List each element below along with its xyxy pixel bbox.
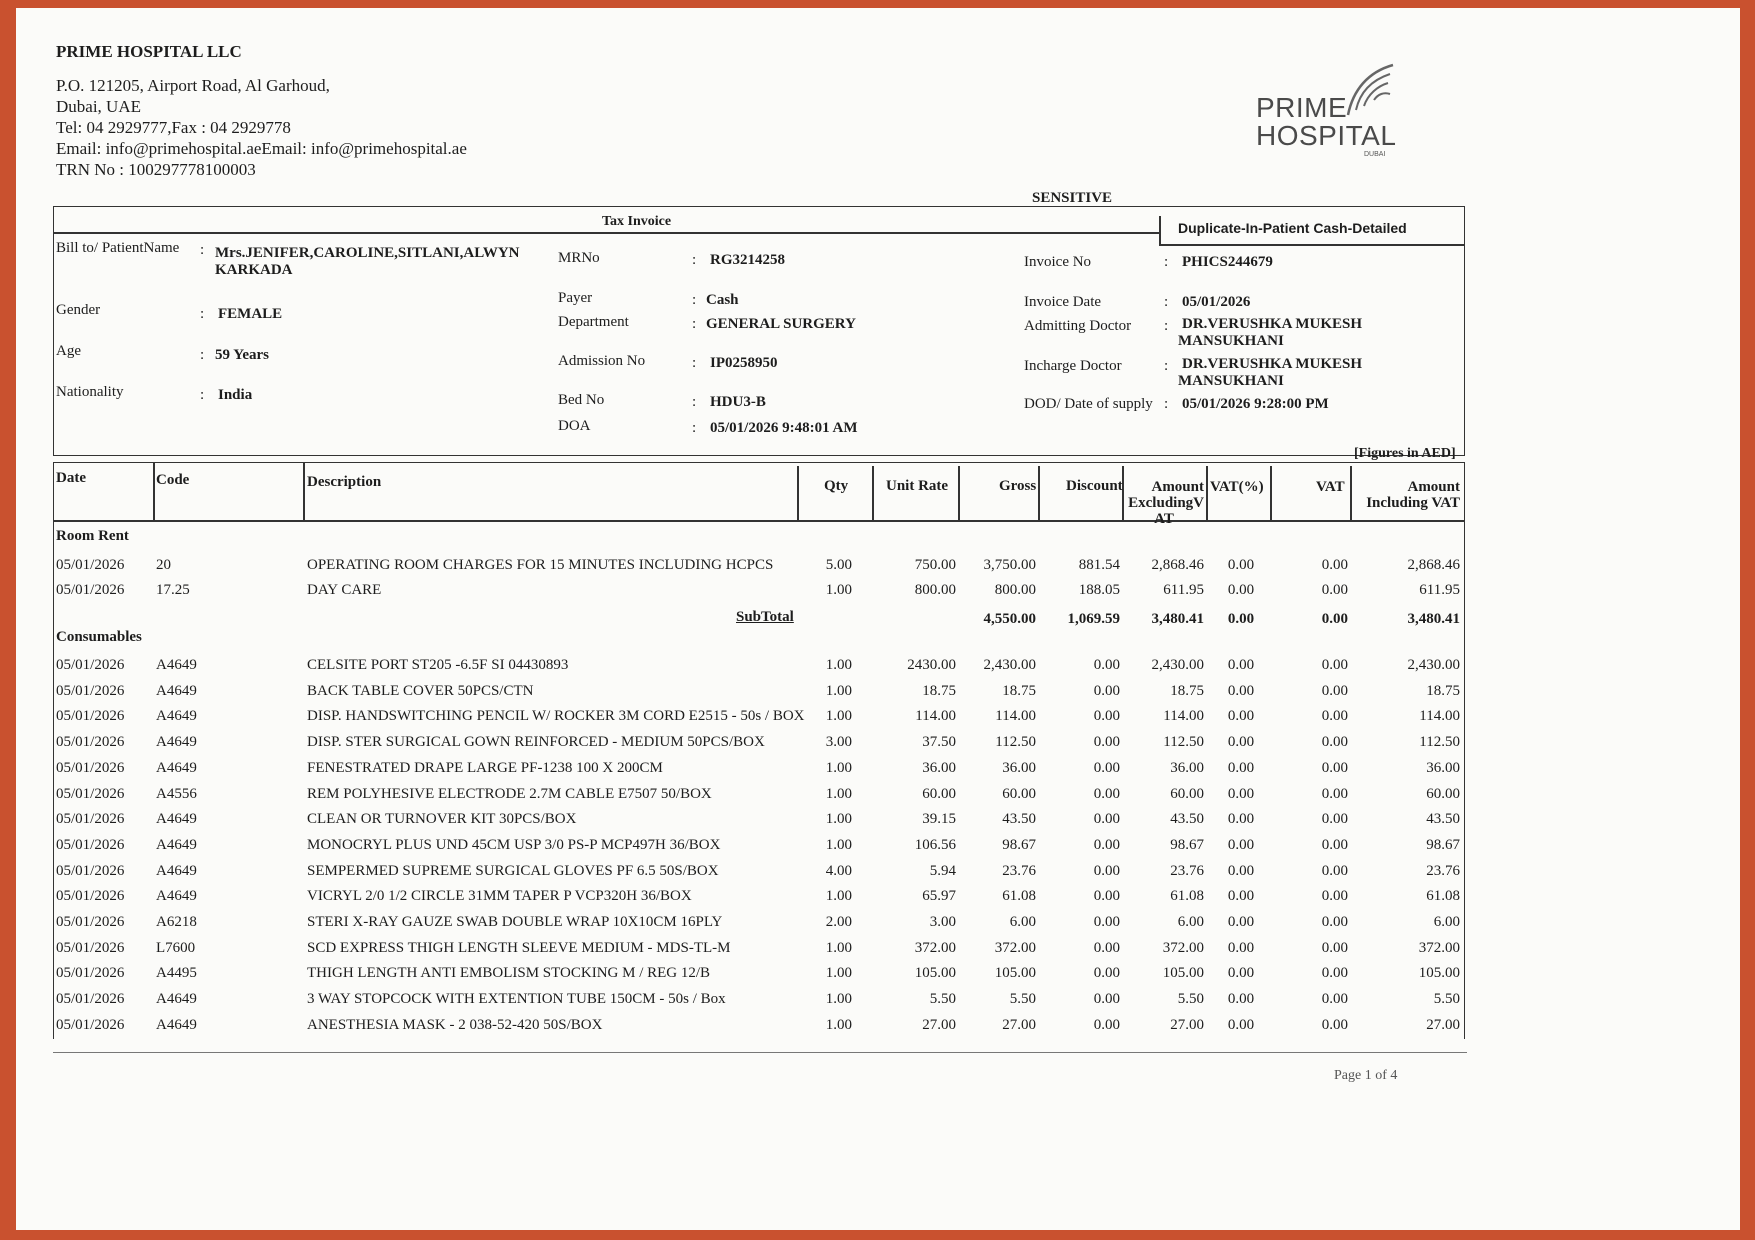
cell-code: A4556 (156, 786, 197, 802)
cell-amt: 114.00 (1163, 708, 1204, 724)
cell-vat: 0.00 (1321, 940, 1348, 956)
cell-vatp: 0.00 (1227, 965, 1255, 981)
cell-total: 23.76 (1426, 863, 1460, 879)
cell-gross: 112.50 (995, 734, 1036, 750)
cell-rate: 750.00 (914, 557, 956, 573)
cell-date: 05/01/2026 (56, 708, 125, 724)
cell-desc: CELSITE PORT ST205 -6.5F SI 04430893 (307, 657, 569, 673)
logo-word-hospital: HOSPITAL (1256, 120, 1397, 151)
col-qty: Qty (824, 478, 849, 494)
cell-vatp: 0.00 (1227, 708, 1255, 724)
hospital-logo (1256, 60, 1406, 160)
cell-vat: 0.00 (1321, 582, 1348, 598)
cell-total: 105.00 (1418, 965, 1460, 981)
cell-desc: VICRYL 2/0 1/2 CIRCLE 31MM TAPER P VCP320H 36/BOX (307, 888, 692, 904)
cell-gross: 43.50 (1002, 811, 1036, 827)
cell-total: 6.00 (1433, 914, 1460, 930)
cell-vatp: 0.00 (1227, 837, 1255, 853)
cell-date: 05/01/2026 (56, 940, 125, 956)
cell-desc: FENESTRATED DRAPE LARGE PF-1238 100 X 200CM (307, 760, 663, 776)
cell-rate: 65.97 (922, 888, 956, 904)
col-amount-excl-3: AT (1154, 511, 1174, 527)
sensitive-label: SENSITIVE (1032, 190, 1113, 206)
cell-amt: 611.95 (1163, 582, 1204, 598)
cell-total: 611.95 (1419, 582, 1460, 598)
cell-disc: 0.00 (1093, 991, 1120, 1007)
cell-total: 372.00 (1418, 940, 1460, 956)
cell-vat: 0.00 (1321, 811, 1348, 827)
cell-qty: 4.00 (825, 863, 852, 879)
cell-date: 05/01/2026 (56, 734, 125, 750)
cell-code: A4495 (156, 965, 197, 981)
cell-vatp: 0.00 (1227, 940, 1255, 956)
col-date: Date (56, 470, 86, 486)
cell-desc: THIGH LENGTH ANTI EMBOLISM STOCKING M / REG 12/B (307, 965, 711, 981)
cell-total: 2,868.46 (1407, 557, 1460, 573)
incharge-doctor-label: Incharge Doctor (1024, 358, 1122, 374)
cell-vatp: 0.00 (1227, 888, 1255, 904)
col-code: Code (156, 472, 190, 488)
patient-name-label: Bill to/ PatientName (56, 240, 180, 256)
cell-total: 2,430.00 (1407, 657, 1460, 673)
section-room-rent: Room Rent (56, 528, 129, 544)
cell-desc: ANESTHESIA MASK - 2 038-52-420 50S/BOX (307, 1017, 603, 1033)
bed-no-label: Bed No (558, 392, 605, 408)
cell-desc: OPERATING ROOM CHARGES FOR 15 MINUTES INCLUDING HCPCS (307, 557, 774, 573)
cell-vat: 0.00 (1321, 991, 1348, 1007)
cell-rate: 18.75 (922, 683, 956, 699)
cell-vatp: 0.00 (1227, 582, 1255, 598)
col-amount-incl-1: Amount (1407, 479, 1460, 495)
admission-no-label: Admission No (558, 353, 646, 369)
cell-qty: 1.00 (825, 940, 852, 956)
cell-vat: 0.00 (1321, 888, 1348, 904)
dod-label: DOD/ Date of supply (1024, 396, 1153, 412)
cell-qty: 3.00 (825, 734, 852, 750)
cell-date: 05/01/2026 (56, 965, 125, 981)
col-amount-incl-2: Including VAT (1366, 495, 1460, 511)
cell-gross: 18.75 (1002, 683, 1036, 699)
cell-code: A4649 (156, 991, 197, 1007)
cell-vat: 0.00 (1321, 863, 1348, 879)
gender-value: FEMALE (218, 306, 283, 322)
cell-code: A4649 (156, 837, 197, 853)
cell-date: 05/01/2026 (56, 1017, 125, 1033)
cell-rate: 106.56 (914, 837, 956, 853)
cell-disc: 188.05 (1078, 582, 1120, 598)
nationality-label: Nationality (56, 384, 124, 400)
cell-gross: 800.00 (994, 582, 1036, 598)
col-discount: Discount (1066, 478, 1123, 494)
col-vat-pct: VAT(%) (1210, 479, 1264, 495)
cell-disc: 0.00 (1093, 888, 1120, 904)
patient-name-2: KARKADA (215, 262, 293, 278)
cell-amt: 23.76 (1170, 863, 1204, 879)
cell-gross: 6.00 (1009, 914, 1036, 930)
cell-gross: 23.76 (1002, 863, 1036, 879)
cell-vatp: 0.00 (1227, 657, 1255, 673)
cell-rate: 27.00 (922, 1017, 956, 1033)
cell-code: A6218 (156, 914, 197, 930)
cell-vat: 0.00 (1321, 734, 1348, 750)
cell-amt: 61.08 (1170, 888, 1204, 904)
cell-rate: 5.94 (929, 863, 956, 879)
cell-rate: 3.00 (929, 914, 956, 930)
invoice-title: Tax Invoice (602, 214, 672, 229)
gender-label: Gender (56, 302, 101, 318)
payer-label: Payer (558, 290, 593, 306)
cell-vat: 0.00 (1321, 965, 1348, 981)
cell-vatp: 0.00 (1227, 683, 1255, 699)
cell-disc: 881.54 (1078, 557, 1120, 573)
cell-date: 05/01/2026 (56, 760, 125, 776)
cell-gross: 5.50 (1009, 991, 1036, 1007)
logo-sub: DUBAI (1364, 151, 1386, 158)
incharge-doctor-value: DR.VERUSHKA MUKESH (1182, 356, 1363, 372)
cell-disc: 0.00 (1093, 1017, 1120, 1033)
cell-amt: 5.50 (1177, 991, 1204, 1007)
invoice-page: PRIME HOSPITAL LLC P.O. 121205, Airport Road, Al Garhoud, Dubai, UAE Tel: 04 2929777,Fax : 04 2929778 Email: info@primehospital.aeEmail: info@primehospital.ae TRN No : 100297778100003 PRIME HOSPITAL DUBAI SENSITIVE Tax Invoice Duplicate-In-Patient Cash-Detailed Bill to/ PatientName : Mrs.JENIFER,CAROLINE,SITLANI,ALWYN KARKADA Gender : FEMALE Age : 59 Years Nationality : India MRNo : RG3214258 Payer : Cash Department : GENERAL SURGERY Admission No : IP0258950 Bed No : HDU3-B DOA : 05/01/2026 9:48:01 AM Invoice No : PHICS244679 Invoice Date : 05/01/2026 Admitting Doctor : DR.VERUSHKA MUKESH MANSUKHANI Incharge Doctor : DR.VERUSHKA MUKESH MANSUKHANI DOD/ Date of supply : 05/01/2026 9:28:00 PM [Figures in AED] Date Code Description Qty Unit Rate Gross Discount Amount ExcludingV AT VAT(%) VAT Amount Including VAT Room Rent Consumables SubTotal 4,550.00 1,069.59 3,480.41 0.00 0.00 3,480.41 05/01/2026 20 OPERATING ROOM CHARGES FOR 15 MINUTES INCLUDING HCPCS 5.00 750.00 3,750.00 881.54 2,868.46 0.00 0.00 2,868.46 05/01/2026 17.25 DAY CARE 1.00 800.00 800.00 188.05 611.95 0.00 0.00 611.95 05/01/2026 A4649 CELSITE PORT ST205 -6.5F SI 04430893 1.00 2430.00 2,430.00 0.00 2,430.00 0.00 0.00 2,430.00 05/01/2026 A4649 BACK TABLE COVER 50PCS/CTN 1.00 18.75 18.75 0.00 18.75 0.00 0.00 18.75 05/01/2026 A4649 DISP. HANDSWITCHING PENCIL W/ ROCKER 3M CORD E2515 - 50s / BOX 1.00 114.00 114.00 0.00 114.00 0.00 0.00 114.00 05/01/2026 A4649 DISP. STER SURGICAL GOWN REINFORCED - MEDIUM 50PCS/BOX 3.00 37.50 112.50 0.00 112.50 0.00 0.00 112.50 05/01/2026 A4649 FENESTRATED DRAPE LARGE PF-1238 100 X 200CM 1.00 36.00 36.00 0.00 36.00 0.00 0.00 36.00 05/01/2026 A4556 REM POLYHESIVE ELECTRODE 2.7M CABLE E7507 50/BOX 1.00 60.00 60.00 0.00 60.00 0.00 0.00 60.00 05/01/2026 A4649 CLEAN OR TURNOVER KIT 30PCS/BOX 1.00 39.15 43.50 0.00 43.50 0.00 0.00 43.50 05/01/2026 A4649 MONOCRYL PLUS UND 45CM USP 3/0 PS-P MCP497H 36/BOX 1.00 106.56 98.67 0.00 98.67 0.00 0.00 98.67 05/01/2026 A4649 SEMPERMED SUPREME SURGICAL GLOVES PF 6.5 50S/BOX 4.00 5.94 23.76 0.00 23.76 0.00 0.00 23.76 05/01/2026 A4649 VICRYL 2/0 1/2 CIRCLE 31MM TAPER P VCP320H 36/BOX 1.00 65.97 61.08 0.00 61.08 0.00 0.00 61.08 05/01/2026 A6218 STERI X-RAY GAUZE SWAB DOUBLE WRAP 10X10CM 16PLY 2.00 3.00 6.00 0.00 6.00 0.00 0.00 6.00 05/01/2026 L7600 SCD EXPRESS THIGH LENGTH SLEEVE MEDIUM - MDS-TL-M 1.00 372.00 372.00 0.00 372.00 0.00 0.00 372.00 05/01/2026 A4495 THIGH LENGTH ANTI EMBOLISM STOCKING M / REG 12/B 1.00 105.00 105.00 0.00 105.00 0.00 0.00 105.00 05/01/2026 A4649 3 WAY STOPCOCK WITH EXTENTION TUBE 150CM - 50s / Box 1.00 5.50 5.50 0.00 5.50 0.00 0.00 5.50 05/01/2026 A4649 ANESTHESIA MASK - 2 038-52-420 50S/BOX 1.00 27.00 27.00 0.00 27.00 0.00 0.00 27.00 Page 1 of 4 (16, 8, 1740, 1230)
cell-date: 05/01/2026 (56, 888, 125, 904)
col-unit-rate: Unit Rate (886, 478, 949, 494)
cell-disc: 0.00 (1093, 657, 1120, 673)
cell-amt: 112.50 (1163, 734, 1204, 750)
figures-note: [Figures in AED] (1354, 446, 1456, 461)
section-consumables: Consumables (56, 629, 142, 645)
cell-desc: SEMPERMED SUPREME SURGICAL GLOVES PF 6.5 50S/BOX (307, 863, 719, 879)
hospital-email: Email: info@primehospital.aeEmail: info@primehospital.ae (56, 139, 467, 158)
cell-gross: 105.00 (994, 965, 1036, 981)
cell-date: 05/01/2026 (56, 657, 125, 673)
cell-qty: 1.00 (825, 657, 852, 673)
cell-gross: 3,750.00 (983, 557, 1036, 573)
cell-rate: 800.00 (914, 582, 956, 598)
cell-code: A4649 (156, 1017, 197, 1033)
cell-vat: 0.00 (1321, 914, 1348, 930)
cell-rate: 105.00 (914, 965, 956, 981)
age-value: 59 Years (215, 347, 270, 363)
hospital-address-2: Dubai, UAE (56, 97, 141, 116)
cell-rate: 39.15 (922, 811, 956, 827)
cell-amt: 2,868.46 (1151, 557, 1204, 573)
cell-disc: 0.00 (1093, 760, 1120, 776)
department-value: GENERAL SURGERY (706, 316, 856, 332)
cell-date: 05/01/2026 (56, 683, 125, 699)
hospital-address-1: P.O. 121205, Airport Road, Al Garhoud, (56, 76, 330, 95)
cell-code: L7600 (156, 940, 196, 956)
cell-disc: 0.00 (1093, 683, 1120, 699)
doa-value: 05/01/2026 9:48:01 AM (710, 420, 858, 436)
cell-amt: 2,430.00 (1151, 657, 1204, 673)
cell-total: 61.08 (1426, 888, 1460, 904)
cell-qty: 1.00 (825, 786, 852, 802)
cell-desc: CLEAN OR TURNOVER KIT 30PCS/BOX (307, 811, 577, 827)
cell-disc: 0.00 (1093, 940, 1120, 956)
cell-date: 05/01/2026 (56, 914, 125, 930)
cell-total: 112.50 (1419, 734, 1460, 750)
subtotal-amount-excl: 3,480.41 (1151, 611, 1204, 627)
cell-total: 114.00 (1419, 708, 1460, 724)
col-vat: VAT (1316, 479, 1345, 495)
bed-no-value: HDU3-B (710, 394, 766, 410)
admitting-doctor-label: Admitting Doctor (1024, 318, 1132, 334)
cell-gross: 114.00 (995, 708, 1036, 724)
cell-date: 05/01/2026 (56, 582, 125, 598)
cell-rate: 5.50 (929, 991, 956, 1007)
subtotal-label: SubTotal (736, 609, 794, 625)
cell-amt: 27.00 (1170, 1017, 1204, 1033)
cell-vat: 0.00 (1321, 760, 1348, 776)
cell-vatp: 0.00 (1227, 811, 1255, 827)
cell-gross: 60.00 (1002, 786, 1036, 802)
cell-qty: 1.00 (825, 991, 852, 1007)
cell-desc: SCD EXPRESS THIGH LENGTH SLEEVE MEDIUM - MDS-TL-M (307, 940, 731, 956)
cell-vatp: 0.00 (1227, 760, 1255, 776)
cell-date: 05/01/2026 (56, 786, 125, 802)
invoice-type: Duplicate-In-Patient Cash-Detailed (1178, 220, 1407, 236)
cell-date: 05/01/2026 (56, 837, 125, 853)
cell-gross: 2,430.00 (983, 657, 1036, 673)
cell-vatp: 0.00 (1227, 1017, 1255, 1033)
cell-date: 05/01/2026 (56, 991, 125, 1007)
admitting-doctor-value-2: MANSUKHANI (1178, 333, 1284, 349)
cell-total: 36.00 (1426, 760, 1460, 776)
cell-code: A4649 (156, 760, 197, 776)
cell-qty: 2.00 (825, 914, 852, 930)
cell-total: 43.50 (1426, 811, 1460, 827)
cell-disc: 0.00 (1093, 863, 1120, 879)
cell-qty: 5.00 (825, 557, 852, 573)
invoice-date-value: 05/01/2026 (1182, 294, 1251, 310)
cell-code: A4649 (156, 811, 197, 827)
cell-date: 05/01/2026 (56, 863, 125, 879)
cell-vatp: 0.00 (1227, 991, 1255, 1007)
col-gross: Gross (999, 478, 1037, 494)
cell-vatp: 0.00 (1227, 734, 1255, 750)
age-label: Age (56, 343, 81, 359)
cell-vat: 0.00 (1321, 708, 1348, 724)
cell-gross: 61.08 (1002, 888, 1036, 904)
cell-total: 27.00 (1426, 1017, 1460, 1033)
invoice-no-value: PHICS244679 (1182, 254, 1273, 270)
incharge-doctor-value-2: MANSUKHANI (1178, 373, 1284, 389)
cell-code: A4649 (156, 888, 197, 904)
cell-rate: 372.00 (914, 940, 956, 956)
cell-code: 17.25 (156, 582, 190, 598)
payer-value: Cash (706, 292, 739, 308)
cell-qty: 1.00 (825, 582, 852, 598)
cell-disc: 0.00 (1093, 734, 1120, 750)
hospital-phone: Tel: 04 2929777,Fax : 04 2929778 (56, 118, 291, 137)
cell-vat: 0.00 (1321, 657, 1348, 673)
cell-rate: 2430.00 (907, 657, 956, 673)
cell-code: A4649 (156, 708, 197, 724)
cell-qty: 1.00 (825, 708, 852, 724)
patient-name: Mrs.JENIFER,CAROLINE,SITLANI,ALWYN (215, 245, 520, 261)
mrn-label: MRNo (558, 250, 600, 266)
cell-gross: 372.00 (994, 940, 1036, 956)
cell-date: 05/01/2026 (56, 557, 125, 573)
page-number: Page 1 of 4 (1334, 1068, 1398, 1083)
cell-gross: 36.00 (1002, 760, 1036, 776)
department-label: Department (558, 314, 629, 330)
cell-amt: 18.75 (1170, 683, 1204, 699)
cell-disc: 0.00 (1093, 914, 1120, 930)
subtotal-discount: 1,069.59 (1067, 611, 1120, 627)
cell-qty: 1.00 (825, 1017, 852, 1033)
cell-desc: MONOCRYL PLUS UND 45CM USP 3/0 PS-P MCP497H 36/BOX (307, 837, 721, 853)
cell-desc: REM POLYHESIVE ELECTRODE 2.7M CABLE E7507 50/BOX (307, 786, 712, 802)
cell-disc: 0.00 (1093, 965, 1120, 981)
cell-qty: 1.00 (825, 837, 852, 853)
cell-qty: 1.00 (825, 683, 852, 699)
subtotal-vat: 0.00 (1321, 611, 1348, 627)
cell-amt: 105.00 (1162, 965, 1204, 981)
col-amount-excl-1: Amount (1151, 479, 1204, 495)
cell-vat: 0.00 (1321, 557, 1348, 573)
subtotal-gross: 4,550.00 (983, 611, 1036, 627)
cell-rate: 114.00 (915, 708, 956, 724)
cell-total: 60.00 (1426, 786, 1460, 802)
cell-disc: 0.00 (1093, 786, 1120, 802)
cell-rate: 37.50 (922, 734, 956, 750)
cell-rate: 60.00 (922, 786, 956, 802)
invoice-date-label: Invoice Date (1024, 294, 1102, 310)
cell-disc: 0.00 (1093, 708, 1120, 724)
admission-no-value: IP0258950 (710, 355, 778, 371)
cell-amt: 36.00 (1170, 760, 1204, 776)
cell-vatp: 0.00 (1227, 557, 1255, 573)
cell-desc: 3 WAY STOPCOCK WITH EXTENTION TUBE 150CM - 50s / Box (307, 991, 726, 1007)
cell-code: A4649 (156, 734, 197, 750)
cell-amt: 372.00 (1162, 940, 1204, 956)
nationality-value: India (218, 387, 253, 403)
logo-word-prime: PRIME (1256, 92, 1348, 123)
cell-total: 98.67 (1426, 837, 1460, 853)
cell-vat: 0.00 (1321, 1017, 1348, 1033)
cell-amt: 6.00 (1177, 914, 1204, 930)
subtotal-vat-pct: 0.00 (1227, 611, 1255, 627)
cell-desc: DISP. STER SURGICAL GOWN REINFORCED - MEDIUM 50PCS/BOX (307, 734, 765, 750)
cell-code: A4649 (156, 863, 197, 879)
cell-qty: 1.00 (825, 888, 852, 904)
cell-rate: 36.00 (922, 760, 956, 776)
cell-gross: 27.00 (1002, 1017, 1036, 1033)
cell-desc: STERI X-RAY GAUZE SWAB DOUBLE WRAP 10X10CM 16PLY (307, 914, 723, 930)
cell-desc: BACK TABLE COVER 50PCS/CTN (307, 683, 534, 699)
cell-total: 5.50 (1433, 991, 1460, 1007)
doa-label: DOA (558, 418, 591, 434)
cell-desc: DAY CARE (307, 582, 382, 598)
cell-gross: 98.67 (1002, 837, 1036, 853)
cell-vatp: 0.00 (1227, 863, 1255, 879)
cell-amt: 43.50 (1170, 811, 1204, 827)
cell-vat: 0.00 (1321, 786, 1348, 802)
cell-vat: 0.00 (1321, 837, 1348, 853)
cell-qty: 1.00 (825, 760, 852, 776)
col-amount-excl-2: ExcludingV (1128, 495, 1204, 511)
cell-amt: 98.67 (1170, 837, 1204, 853)
cell-disc: 0.00 (1093, 811, 1120, 827)
hospital-trn: TRN No : 100297778100003 (56, 160, 256, 179)
hospital-name: PRIME HOSPITAL LLC (56, 42, 242, 61)
cell-date: 05/01/2026 (56, 811, 125, 827)
admitting-doctor-value: DR.VERUSHKA MUKESH (1182, 316, 1363, 332)
cell-desc: DISP. HANDSWITCHING PENCIL W/ ROCKER 3M CORD E2515 - 50s / BOX (307, 708, 805, 724)
mrn-value: RG3214258 (710, 252, 785, 268)
cell-vatp: 0.00 (1227, 914, 1255, 930)
cell-code: A4649 (156, 657, 197, 673)
cell-total: 18.75 (1426, 683, 1460, 699)
cell-vatp: 0.00 (1227, 786, 1255, 802)
cell-qty: 1.00 (825, 965, 852, 981)
cell-qty: 1.00 (825, 811, 852, 827)
dod-value: 05/01/2026 9:28:00 PM (1182, 396, 1329, 412)
subtotal-amount-incl: 3,480.41 (1407, 611, 1460, 627)
cell-vat: 0.00 (1321, 683, 1348, 699)
invoice-no-label: Invoice No (1024, 254, 1092, 270)
col-description: Description (307, 474, 382, 490)
cell-disc: 0.00 (1093, 837, 1120, 853)
cell-code: A4649 (156, 683, 197, 699)
cell-amt: 60.00 (1170, 786, 1204, 802)
cell-code: 20 (156, 557, 171, 573)
